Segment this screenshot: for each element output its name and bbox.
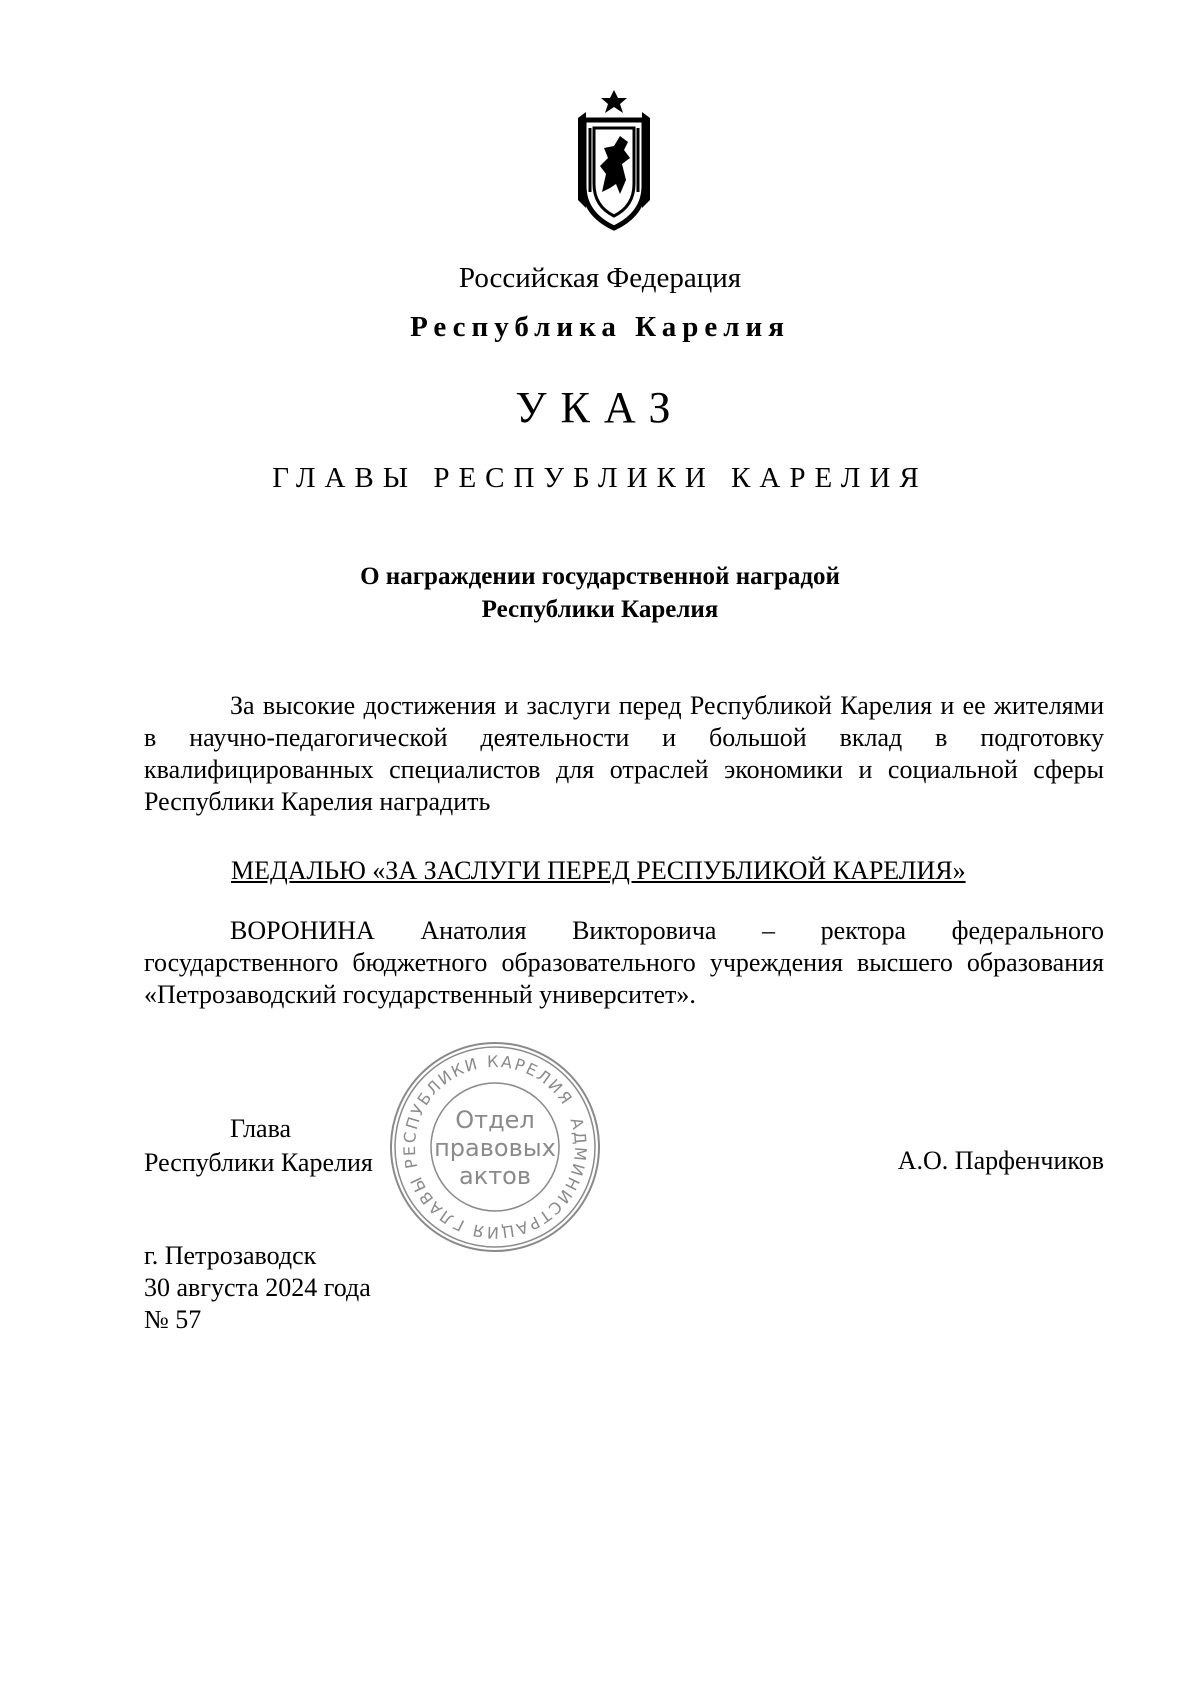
issue-date: 30 августа 2024 года bbox=[144, 1273, 371, 1302]
stamp-center-line3: актов bbox=[458, 1162, 532, 1190]
decree-title-line2: Республики Карелия bbox=[481, 596, 719, 623]
stamp-center-line1: Отдел bbox=[455, 1106, 535, 1134]
issue-city: г. Петрозаводск bbox=[144, 1241, 317, 1270]
issuer-title: ГЛАВЫ РЕСПУБЛИКИ КАРЕЛИЯ bbox=[272, 462, 928, 494]
decree-title-line1: О награждении государственной наградой bbox=[360, 563, 840, 590]
signatory-name: А.О. Парфенчиков bbox=[897, 1146, 1104, 1175]
official-stamp bbox=[388, 1040, 602, 1254]
body-paragraph-1-text: За высокие достижения и заслуги перед Республикой Карелия и ее жителями в научно-педагогической деятельности и большой вклад в подготовку квалифицированных специалистов для отраслей экономики и социальной сферы Республики Карелия наградить bbox=[144, 691, 1104, 816]
signatory-position-line2: Республики Карелия bbox=[144, 1148, 373, 1177]
republic-name: Республика Карелия bbox=[410, 311, 790, 343]
decree-title bbox=[0, 560, 1200, 626]
signatory-position bbox=[144, 1112, 373, 1180]
stamp-ring-text: АДМИНИСТРАЦИЯ ГЛАВЫ РЕСПУБЛИКИ КАРЕЛИЯ bbox=[399, 1051, 591, 1243]
signatory-position-line1: Глава bbox=[230, 1114, 292, 1143]
body-paragraph-2-text: ВОРОНИНА Анатолия Викторовича – ректора федерального государственного бюджетного образовательного учреждения высшего образования «Петрозаводский государственный университет». bbox=[144, 916, 1104, 1009]
document-type: УКАЗ bbox=[515, 383, 685, 432]
country-name: Российская Федерация bbox=[458, 262, 742, 294]
coat-of-arms-icon bbox=[564, 88, 664, 232]
stamp-center-line2: правовых bbox=[434, 1134, 556, 1162]
body-paragraph-2 bbox=[144, 915, 1104, 1011]
body-paragraph-1 bbox=[144, 690, 1104, 818]
issue-details bbox=[144, 1240, 371, 1336]
award-name: МЕДАЛЬЮ «ЗА ЗАСЛУГИ ПЕРЕД РЕСПУБЛИКОЙ КАРЕЛИЯ» bbox=[231, 856, 966, 885]
decree-number: № 57 bbox=[144, 1305, 202, 1334]
